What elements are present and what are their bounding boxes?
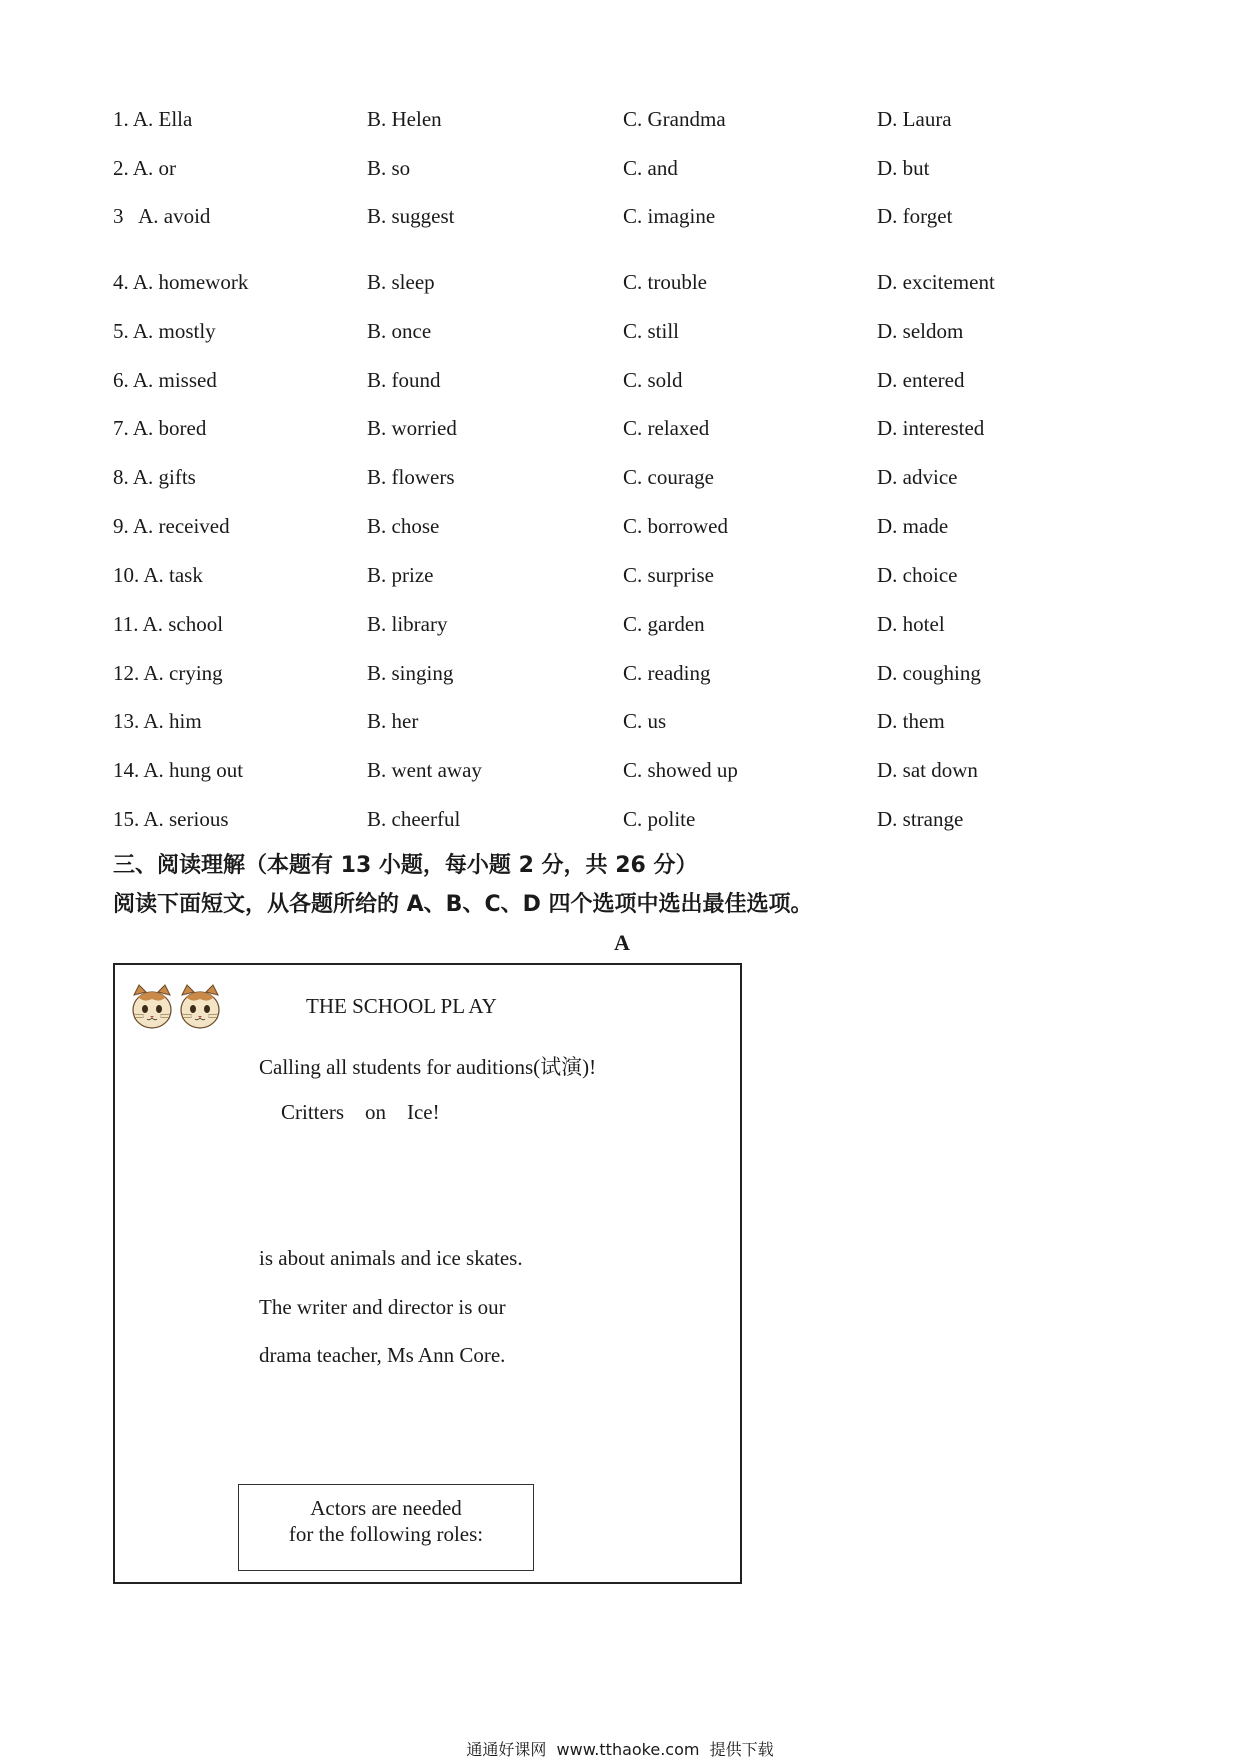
- poster-title: THE SCHOOL PL AY: [306, 994, 497, 1018]
- option-d: D. coughing: [877, 661, 981, 685]
- option-b: B. sleep: [367, 270, 435, 294]
- option-d: D. sat down: [877, 758, 978, 782]
- option-c: C. reading: [623, 661, 711, 685]
- option-b: B. chose: [367, 514, 440, 538]
- option-row-6: [0, 368, 1240, 408]
- option-row-3: [0, 204, 1240, 244]
- option-c: C. relaxed: [623, 416, 710, 440]
- option-row-8: [0, 465, 1240, 505]
- option-a: 10. A. task: [113, 563, 203, 587]
- option-d: D. them: [877, 709, 945, 733]
- option-a: 1. A. Ella: [113, 107, 193, 131]
- option-a: 7. A. bored: [113, 416, 207, 440]
- poster-line-about: is about animals and ice skates.: [259, 1246, 523, 1270]
- option-a: 4. A. homework: [113, 270, 249, 294]
- option-row-14: [0, 758, 1240, 798]
- option-row-5: [0, 319, 1240, 359]
- option-row-12: [0, 661, 1240, 701]
- option-d: D. but: [877, 156, 930, 180]
- roles-box: [238, 1484, 534, 1571]
- option-row-7: [0, 416, 1240, 456]
- option-a: 8. A. gifts: [113, 465, 196, 489]
- option-c: C. sold: [623, 368, 683, 392]
- option-c: C. us: [623, 709, 667, 733]
- school-play-poster: [113, 963, 742, 1584]
- option-row-4: [0, 270, 1240, 310]
- option-row-2: [0, 156, 1240, 196]
- option-a: 5. A. mostly: [113, 319, 216, 343]
- option-row-1: [0, 107, 1240, 147]
- option-row-9: [0, 514, 1240, 554]
- option-a: 14. A. hung out: [113, 758, 244, 782]
- option-b: B. prize: [367, 563, 434, 587]
- option-c: C. courage: [623, 465, 714, 489]
- option-c: C. and: [623, 156, 678, 180]
- roles-line-1: Actors are needed: [310, 1496, 462, 1520]
- section-title: 三、阅读理解（本题有 13 小题，每小题 2 分，共 26 分）: [113, 853, 698, 878]
- passage-label: A: [614, 930, 630, 955]
- option-row-13: [0, 709, 1240, 749]
- option-d: D. made: [877, 514, 949, 538]
- option-a: 9. A. received: [113, 514, 230, 538]
- option-b: B. Helen: [367, 107, 442, 131]
- option-a: 12. A. crying: [113, 661, 223, 685]
- option-d: D. strange: [877, 807, 964, 831]
- cat-faces-icon: [130, 983, 230, 1033]
- option-a: 15. A. serious: [113, 807, 229, 831]
- option-c: C. borrowed: [623, 514, 728, 538]
- option-b: B. once: [367, 319, 432, 343]
- option-b: B. library: [367, 612, 448, 636]
- option-c: C. surprise: [623, 563, 714, 587]
- option-c: C. Grandma: [623, 107, 726, 131]
- option-b: B. flowers: [367, 465, 455, 489]
- option-c: C. trouble: [623, 270, 707, 294]
- option-b: B. singing: [367, 661, 454, 685]
- poster-line-auditions: Calling all students for auditions(试演)!: [259, 1055, 597, 1079]
- option-b: B. went away: [367, 758, 482, 782]
- poster-line-writer: The writer and director is our: [259, 1295, 506, 1319]
- poster-line-teacher: drama teacher, Ms Ann Core.: [259, 1343, 506, 1367]
- option-b: B. found: [367, 368, 441, 392]
- option-d: D. seldom: [877, 319, 964, 343]
- section-instruction: 阅读下面短文，从各题所给的 A、B、C、D 四个选项中选出最佳选项。: [113, 892, 813, 917]
- option-c: C. imagine: [623, 204, 716, 228]
- option-b: B. so: [367, 156, 411, 180]
- option-a: 13. A. him: [113, 709, 202, 733]
- option-d: D. excitement: [877, 270, 995, 294]
- option-a: 6. A. missed: [113, 368, 217, 392]
- option-d: D. forget: [877, 204, 953, 228]
- option-d: D. advice: [877, 465, 958, 489]
- option-b: B. her: [367, 709, 419, 733]
- option-d: D. Laura: [877, 107, 952, 131]
- option-c: C. still: [623, 319, 680, 343]
- footer: 通通好课网 www.tthaoke.com 提供下载: [466, 1740, 774, 1759]
- option-c: C. showed up: [623, 758, 738, 782]
- option-row-15: [0, 807, 1240, 847]
- option-a: 11. A. school: [113, 612, 224, 636]
- option-d: D. choice: [877, 563, 958, 587]
- option-b: B. worried: [367, 416, 457, 440]
- option-d: D. hotel: [877, 612, 945, 636]
- option-row-11: [0, 612, 1240, 652]
- option-a: 2. A. or: [113, 156, 176, 180]
- option-a: 3 A. avoid: [113, 204, 211, 228]
- poster-line-play-name: Critters on Ice!: [281, 1100, 440, 1124]
- option-b: B. cheerful: [367, 807, 461, 831]
- option-row-10: [0, 563, 1240, 603]
- option-c: C. garden: [623, 612, 705, 636]
- option-d: D. entered: [877, 368, 965, 392]
- option-d: D. interested: [877, 416, 985, 440]
- option-c: C. polite: [623, 807, 696, 831]
- option-b: B. suggest: [367, 204, 455, 228]
- roles-line-2: for the following roles:: [288, 1522, 484, 1546]
